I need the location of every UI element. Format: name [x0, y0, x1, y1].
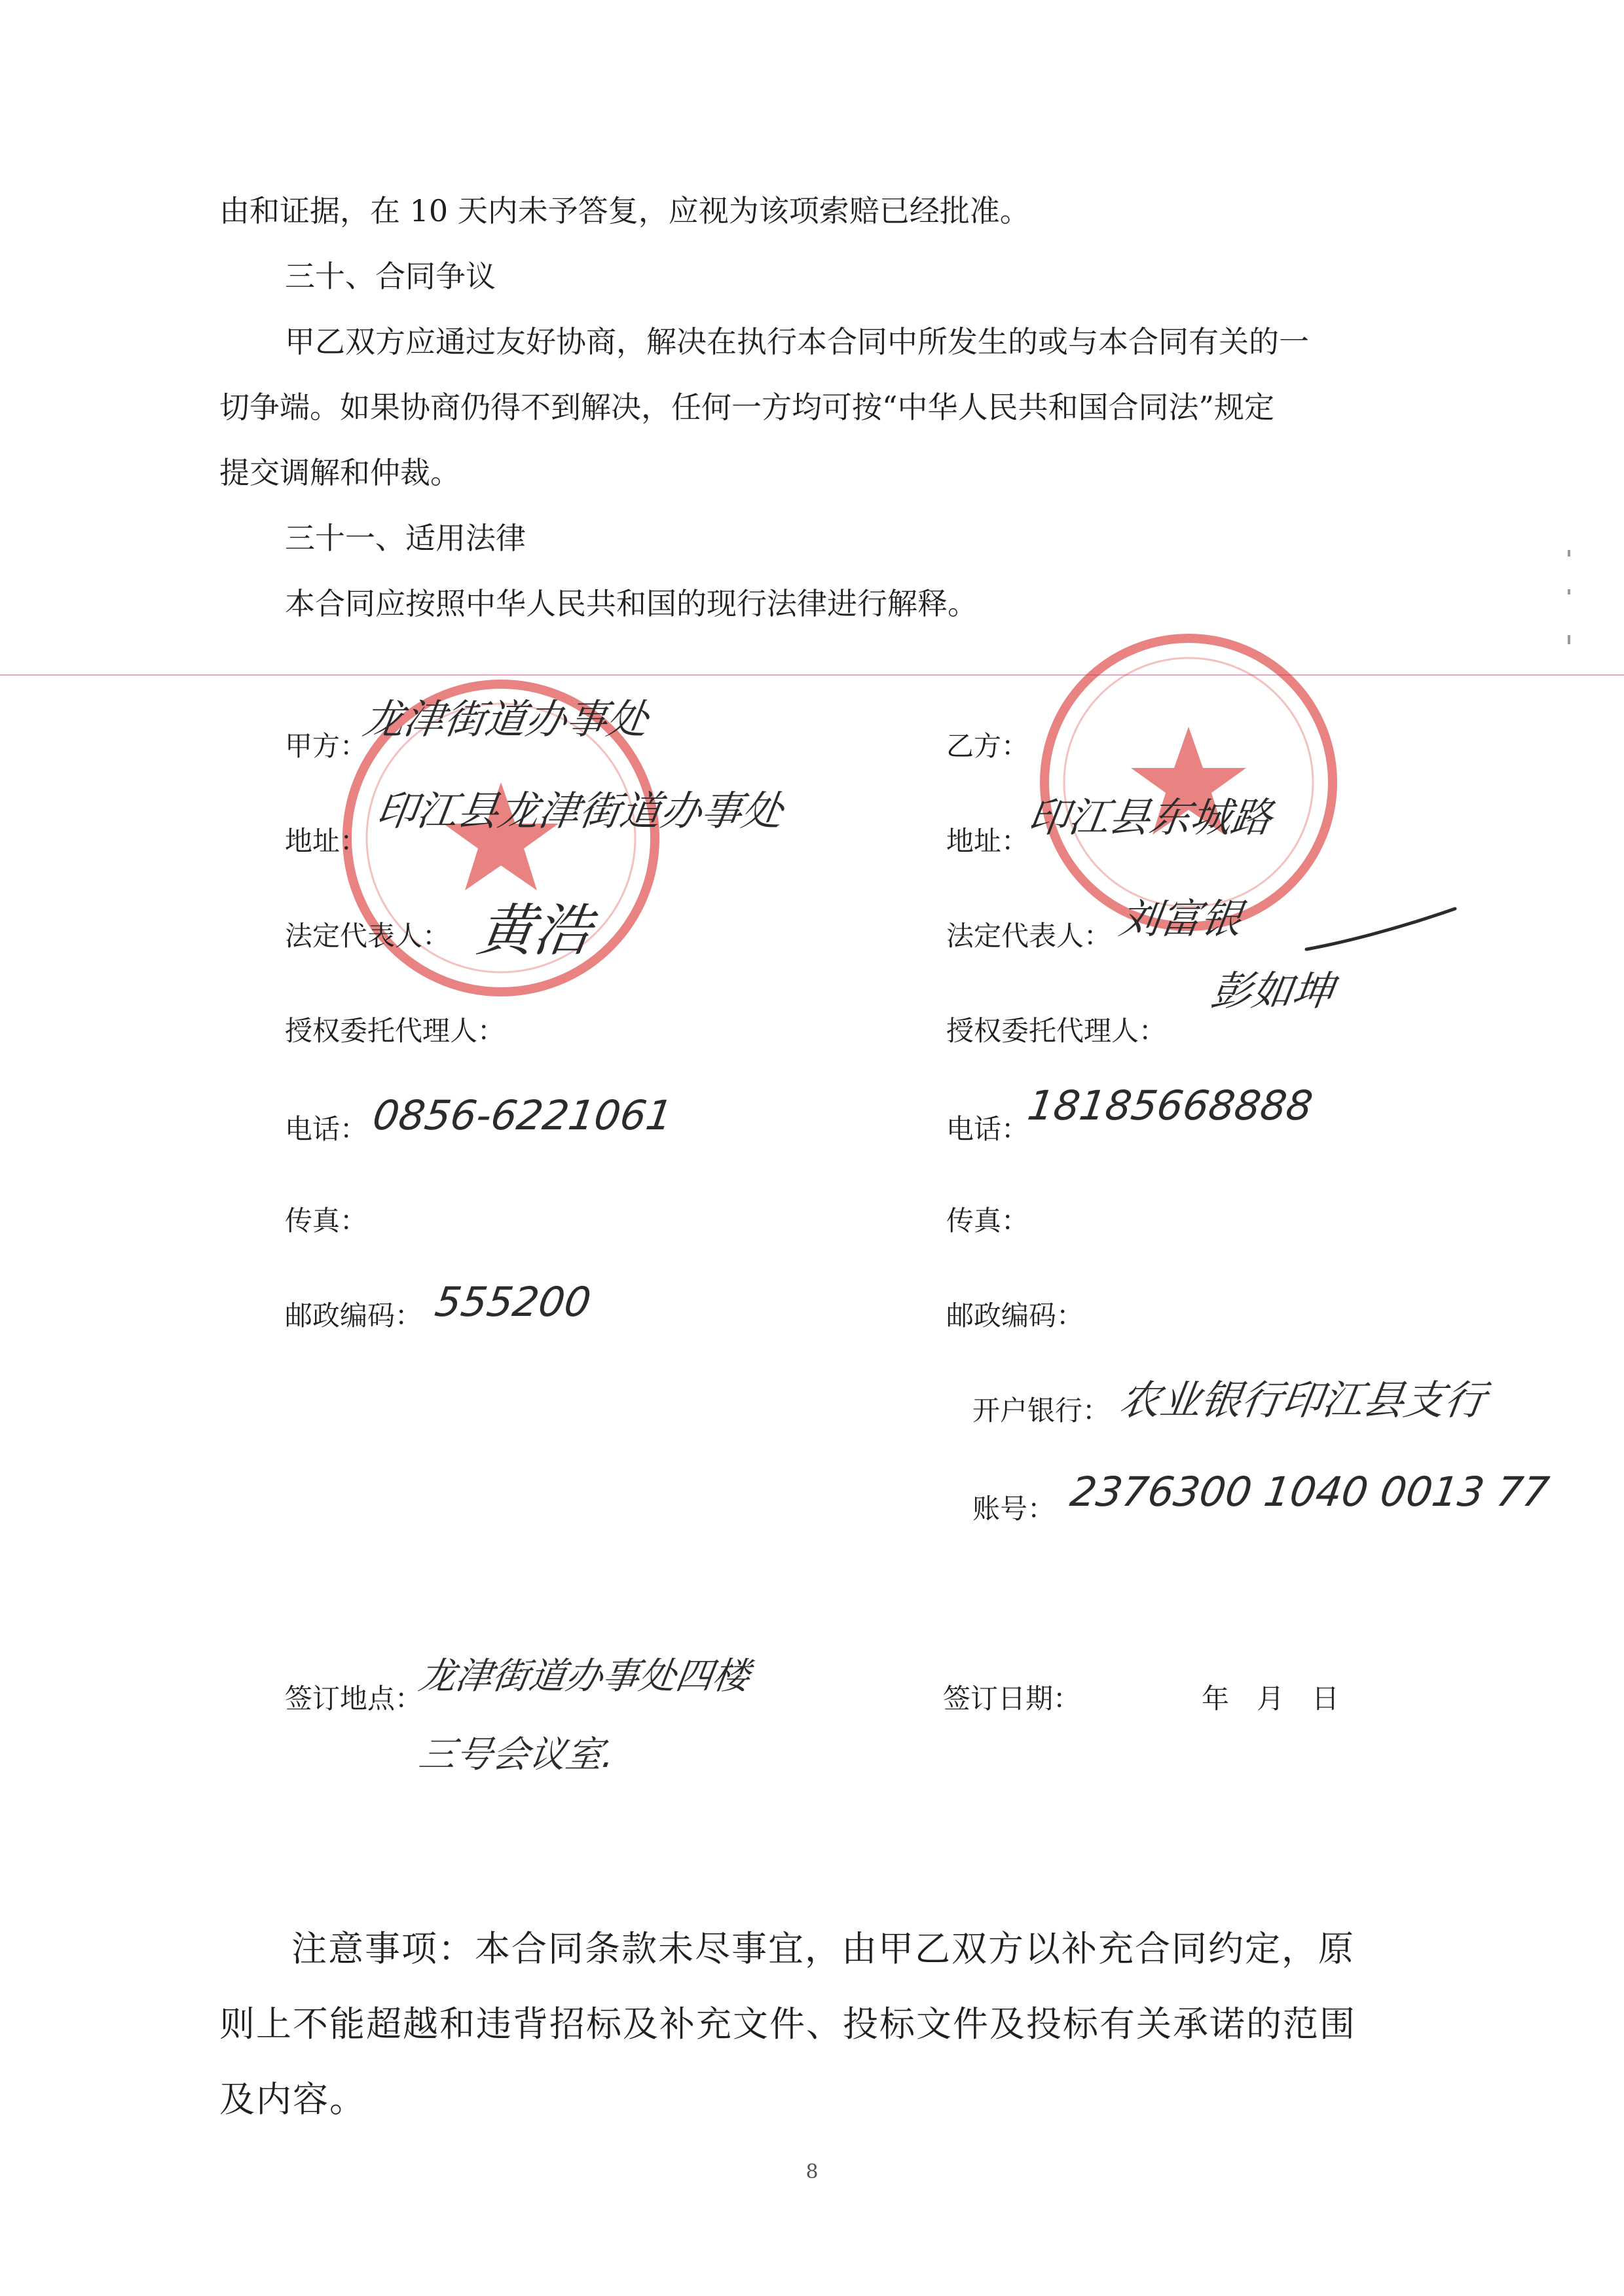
party-b-bank-label: 开户银行：	[972, 1394, 1111, 1427]
signing-place-handwritten-1: 龙津街道办事处四楼	[416, 1655, 752, 1698]
party-b-address-handwritten: 印江县东城路	[1024, 793, 1276, 841]
signing-place-handwritten-2: 三号会议室.	[416, 1734, 618, 1776]
party-b-label: 乙方：	[946, 730, 1029, 762]
party-b-fax-label: 传真：	[946, 1205, 1029, 1237]
party-a-phone-label: 电话：	[285, 1113, 368, 1145]
party-b-account-label: 账号：	[972, 1493, 1056, 1525]
notice-line-2: 则上不能超越和违背招标及补充文件、投标文件及投标有关承诺的范围	[219, 2003, 1356, 2045]
clause-30-text-2: 切争端。如果协商仍得不到解决，任何一方均可按“中华人民共和国合同法”规定	[219, 390, 1275, 425]
party-a-legal-rep-signature: 黄浩	[473, 898, 596, 964]
clause-30-text-1: 甲乙双方应通过友好协商，解决在执行本合同中所发生的或与本合同有关的一	[285, 324, 1309, 359]
party-b-phone-handwritten: 18185668888	[1024, 1082, 1316, 1129]
party-a-label: 甲方：	[285, 730, 368, 762]
party-a-agent-label: 授权委托代理人：	[285, 1015, 506, 1047]
party-b-account-handwritten: 2376300 1040 0013 77	[1067, 1468, 1552, 1516]
scan-rule-line	[0, 674, 1624, 676]
party-a-phone-handwritten: 0856-6221061	[369, 1091, 676, 1139]
party-a-legal-rep-label: 法定代表人：	[285, 920, 451, 952]
signing-place-label: 签订地点：	[285, 1683, 423, 1715]
clause-31-heading: 三十一、适用法律	[285, 520, 526, 556]
party-b-official-seal	[1035, 629, 1342, 936]
party-b-bank-handwritten: 农业银行印江县支行	[1116, 1376, 1489, 1424]
party-a-name-handwritten: 龙津街道办事处	[360, 695, 652, 743]
signing-date-label: 签订日期：	[943, 1683, 1081, 1715]
party-a-postcode-handwritten: 555200	[432, 1278, 594, 1326]
clause-31-text: 本合同应按照中华人民共和国的现行法律进行解释。	[285, 586, 978, 621]
party-b-postcode-label: 邮政编码：	[946, 1300, 1084, 1332]
party-b-legal-rep-signature: 刘富银	[1116, 895, 1246, 943]
signing-date-parts: 年 月 日	[1202, 1683, 1340, 1715]
notice-line-1: 注意事项：本合同条款未尽事宜，由甲乙双方以补充合同约定，原	[291, 1928, 1355, 1969]
page-number: 8	[805, 2160, 819, 2183]
party-a-address-handwritten: 印江县龙津街道办事处	[373, 787, 786, 835]
party-b-agent-label: 授权委托代理人：	[946, 1015, 1167, 1047]
signature-flourish	[1303, 903, 1460, 956]
clause-30-heading: 三十、合同争议	[285, 259, 496, 294]
party-b-legal-rep-label: 法定代表人：	[946, 920, 1112, 952]
scan-marks	[1565, 550, 1573, 648]
party-b-address-label: 地址：	[946, 825, 1029, 857]
clause-29-end-text: 由和证据，在 10 天内未予答复，应视为该项索赔已经批准。	[219, 193, 1030, 228]
clause-30-text-3: 提交调解和仲裁。	[219, 455, 460, 490]
party-b-phone-label: 电话：	[946, 1113, 1029, 1145]
notice-line-3: 及内容。	[219, 2079, 366, 2120]
party-b-legal-rep-signature-2: 彭如坤	[1208, 967, 1337, 1015]
party-a-postcode-label: 邮政编码：	[285, 1300, 423, 1332]
party-a-address-label: 地址：	[285, 825, 368, 857]
party-a-fax-label: 传真：	[285, 1205, 368, 1237]
